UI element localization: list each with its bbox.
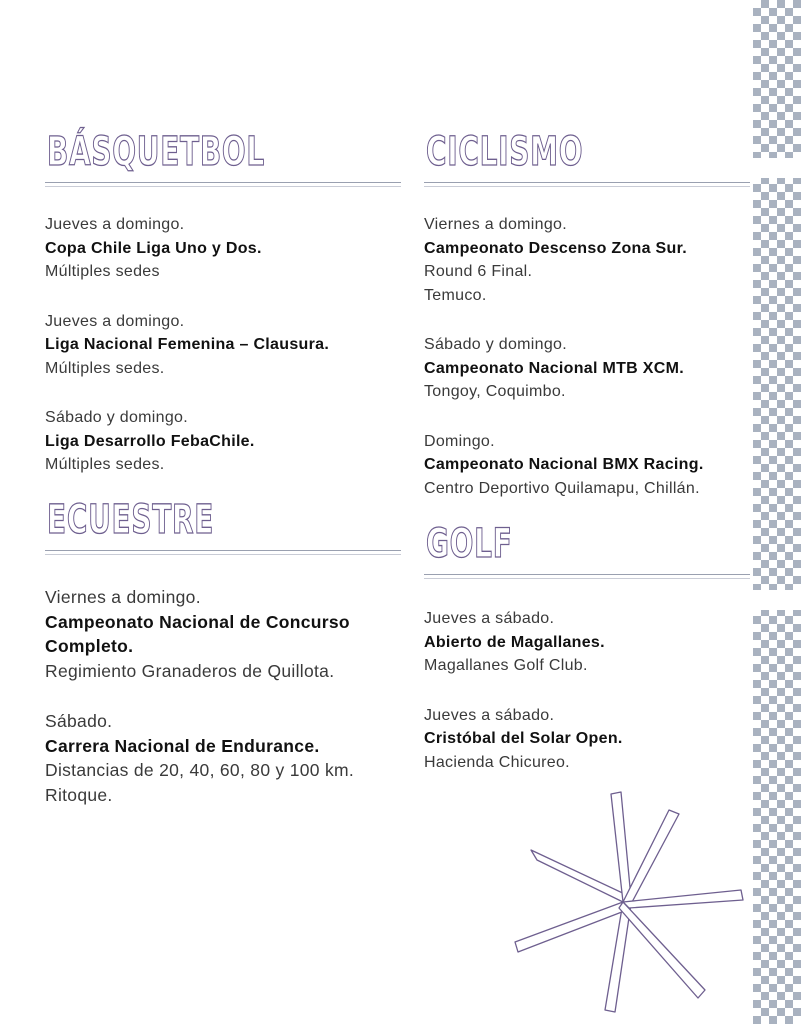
- event-name: Abierto de Magallanes.: [424, 633, 605, 651]
- event-place: Round 6 Final.: [424, 263, 533, 280]
- event-place: Múltiples sedes.: [45, 359, 165, 377]
- event-place: Magallanes Golf Club.: [424, 657, 588, 674]
- event-name: Campeonato Nacional de Concurso: [45, 611, 350, 632]
- checker-gap: [753, 590, 801, 610]
- event-when: Jueves a sábado.: [424, 706, 555, 724]
- event-when: Sábado.: [45, 711, 113, 731]
- divider: [424, 574, 750, 579]
- event-place: Regimiento Granaderos de Quillota.: [45, 660, 335, 681]
- event-item: [424, 430, 750, 501]
- event-when: Sábado y domingo.: [424, 336, 567, 353]
- event-when: Sábado y domingo.: [45, 409, 188, 426]
- checker-gap: [753, 158, 801, 178]
- event-place: Distancias de 20, 40, 60, 80 y 100 km.: [45, 760, 355, 780]
- section-title: ECUESTRE: [47, 497, 215, 543]
- checkered-border: [753, 0, 801, 1024]
- event-when: Viernes a domingo.: [424, 216, 567, 233]
- event-place: Tongoy, Coquimbo.: [424, 383, 566, 400]
- event-item: [45, 585, 401, 683]
- event-item: [424, 213, 750, 307]
- divider: [45, 550, 401, 555]
- event-item: [45, 709, 401, 807]
- divider: [424, 182, 750, 187]
- event-item: [45, 213, 401, 284]
- event-place: Centro Deportivo Quilamapu, Chillán.: [424, 479, 700, 497]
- event-place-extra: Temuco.: [424, 286, 487, 304]
- event-place: Hacienda Chicureo.: [424, 753, 570, 771]
- event-place-extra: Ritoque.: [45, 784, 113, 805]
- event-item: [424, 704, 750, 775]
- event-name: Campeonato Nacional BMX Racing.: [424, 456, 704, 473]
- event-place: Múltiples sedes: [45, 263, 160, 280]
- event-name: Liga Nacional Femenina – Clausura.: [45, 336, 330, 353]
- section-ecuestre: [45, 497, 401, 807]
- event-name: Liga Desarrollo FebaChile.: [45, 432, 255, 450]
- event-name: Campeonato Descenso Zona Sur.: [424, 239, 687, 257]
- event-item: [424, 333, 750, 404]
- event-when: Jueves a domingo.: [45, 312, 185, 330]
- event-item: [424, 607, 750, 678]
- section-title: CICLISMO: [426, 129, 584, 175]
- event-name: Campeonato Nacional MTB XCM.: [424, 359, 684, 377]
- event-when: Viernes a domingo.: [45, 587, 201, 607]
- event-name: Cristóbal del Solar Open.: [424, 730, 623, 747]
- event-name-cont: Completo.: [45, 636, 134, 656]
- divider: [45, 182, 401, 187]
- event-item: [45, 406, 401, 477]
- event-name: Copa Chile Liga Uno y Dos.: [45, 239, 262, 257]
- section-golf: [424, 521, 750, 774]
- event-item: [45, 310, 401, 381]
- event-place: Múltiples sedes.: [45, 456, 165, 473]
- section-basquetbol: [45, 129, 401, 477]
- event-when: Domingo.: [424, 432, 495, 450]
- section-ciclismo: [424, 129, 750, 500]
- star-decoration-icon: [505, 780, 755, 1024]
- section-title: GOLF: [426, 521, 513, 567]
- section-title: BÁSQUETBOL: [47, 129, 265, 175]
- event-name: Carrera Nacional de Endurance.: [45, 735, 320, 756]
- event-when: Jueves a sábado.: [424, 610, 555, 627]
- event-when: Jueves a domingo.: [45, 216, 185, 233]
